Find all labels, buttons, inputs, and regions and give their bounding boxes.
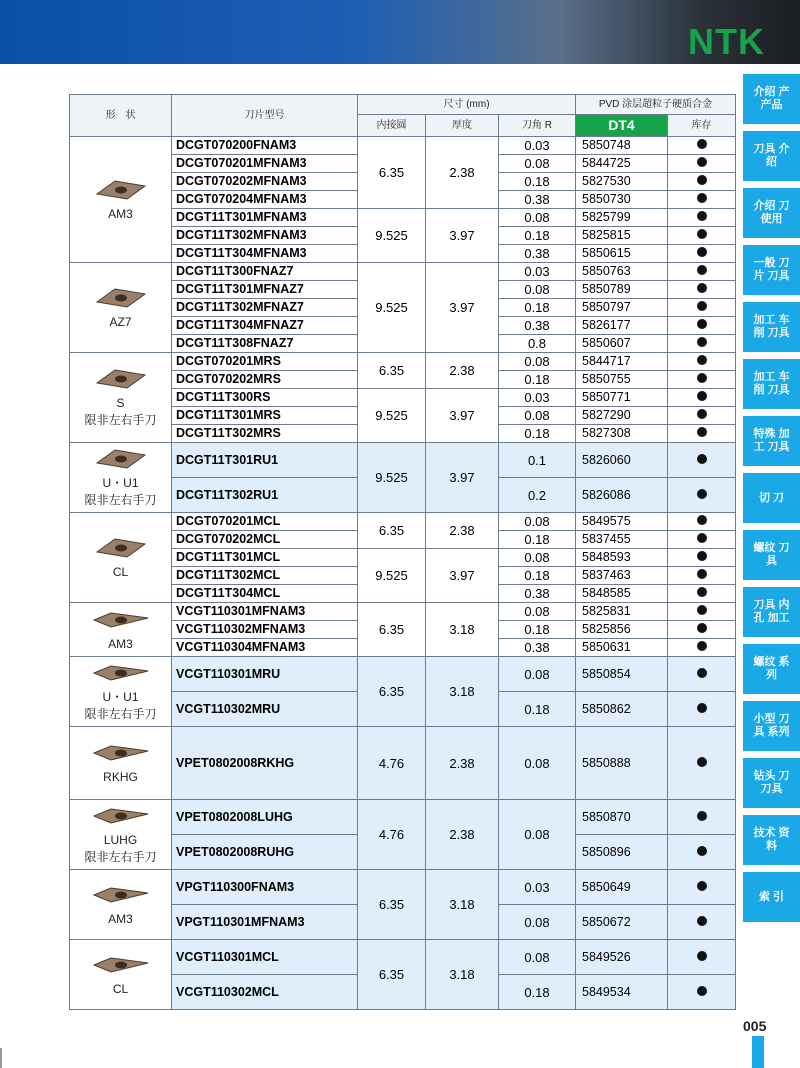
corner-r-cell: 0.18 (499, 299, 576, 317)
stock-dot-icon (697, 515, 707, 525)
thickness-cell: 3.97 (426, 443, 499, 513)
table-row (70, 657, 736, 692)
table-row (70, 263, 736, 281)
model-cell: DCGT11T301RU1 (172, 443, 358, 478)
model-cell: VCGT110301MRU (172, 657, 358, 692)
stock-cell (668, 317, 736, 335)
sidebar-item[interactable]: 切 刀 (743, 473, 800, 523)
order-code-cell: 5849575 (576, 513, 668, 531)
stock-dot-icon (697, 668, 707, 678)
corner-r-cell: 0.18 (499, 371, 576, 389)
insert-image (91, 882, 151, 908)
sidebar-item[interactable]: 技术 资料 (743, 815, 800, 865)
inscribed-cell: 6.35 (358, 137, 426, 209)
shape-cell (70, 603, 172, 657)
corner-r-cell: 0.08 (499, 353, 576, 371)
stock-dot-icon (697, 986, 707, 996)
stock-dot-icon (697, 454, 707, 464)
order-code-cell: 5826177 (576, 317, 668, 335)
thickness-cell: 3.18 (426, 657, 499, 727)
order-code-cell: 5850763 (576, 263, 668, 281)
stock-dot-icon (697, 301, 707, 311)
header-size: 尺寸 (mm) (358, 95, 576, 115)
order-code-cell: 5850607 (576, 335, 668, 353)
inscribed-cell: 9.525 (358, 389, 426, 443)
corner-r-cell: 0.08 (499, 155, 576, 173)
corner-r-cell: 0.38 (499, 585, 576, 603)
shape-caption: U・U1 (102, 476, 139, 490)
stock-dot-icon (697, 569, 707, 579)
stock-cell (668, 191, 736, 209)
inscribed-cell: 9.525 (358, 549, 426, 603)
order-code-cell: 5850870 (576, 800, 668, 835)
stock-dot-icon (697, 551, 707, 561)
sidebar-item[interactable]: 特殊 加工 刀具 (743, 416, 800, 466)
shape-caption: AZ7 (109, 314, 132, 329)
thickness-cell: 3.97 (426, 549, 499, 603)
model-cell: DCGT070200FNAM3 (172, 137, 358, 155)
stock-cell (668, 281, 736, 299)
model-cell: DCGT070201MFNAM3 (172, 155, 358, 173)
header-thickness: 厚度 (426, 115, 499, 137)
table-row (70, 800, 736, 835)
order-code-cell: 5848585 (576, 585, 668, 603)
corner-r-cell: 0.08 (499, 549, 576, 567)
corner-r-cell: 0.18 (499, 173, 576, 191)
stock-cell (668, 621, 736, 639)
thickness-cell: 3.97 (426, 263, 499, 353)
table-row (70, 727, 736, 800)
model-cell: VCGT110302MRU (172, 692, 358, 727)
stock-dot-icon (697, 916, 707, 926)
model-cell: DCGT11T300FNAZ7 (172, 263, 358, 281)
insert-image (91, 740, 151, 766)
inscribed-cell: 6.35 (358, 353, 426, 389)
corner-r-cell: 0.08 (499, 209, 576, 227)
stock-cell (668, 975, 736, 1010)
model-cell: VCGT110301MFNAM3 (172, 603, 358, 621)
table-row (70, 940, 736, 975)
order-code-cell: 5850649 (576, 870, 668, 905)
model-cell: DCGT11T301MFNAM3 (172, 209, 358, 227)
model-cell: VCGT110302MFNAM3 (172, 621, 358, 639)
inscribed-cell: 6.35 (358, 657, 426, 727)
model-cell: DCGT070202MCL (172, 531, 358, 549)
table-row (70, 603, 736, 621)
stock-cell (668, 173, 736, 191)
shape-caption: S (116, 396, 125, 410)
model-cell: DCGT11T308FNAZ7 (172, 335, 358, 353)
model-cell: DCGT11T302RU1 (172, 478, 358, 513)
stock-cell (668, 800, 736, 835)
stock-cell (668, 692, 736, 727)
shape-cell (70, 513, 172, 603)
stock-dot-icon (697, 265, 707, 275)
sidebar-item[interactable]: 加工 车削 刀具 (743, 359, 800, 409)
order-code-cell: 5850771 (576, 389, 668, 407)
corner-r-cell: 0.8 (499, 335, 576, 353)
shape-caption: 限非左右手刀 (84, 413, 157, 427)
stock-cell (668, 335, 736, 353)
corner-r-cell: 0.08 (499, 657, 576, 692)
shape-caption: AM3 (108, 911, 133, 926)
stock-dot-icon (697, 373, 707, 383)
stock-dot-icon (697, 193, 707, 203)
stock-cell (668, 155, 736, 173)
model-cell: DCGT11T301MRS (172, 407, 358, 425)
stock-dot-icon (697, 319, 707, 329)
order-code-cell: 5825815 (576, 227, 668, 245)
corner-r-cell: 0.08 (499, 281, 576, 299)
shape-caption: LUHG (103, 833, 138, 847)
thickness-cell: 2.38 (426, 513, 499, 549)
order-code-cell: 5827290 (576, 407, 668, 425)
corner-r-cell: 0.03 (499, 870, 576, 905)
insert-image (91, 366, 151, 392)
corner-r-cell: 0.38 (499, 639, 576, 657)
stock-dot-icon (697, 587, 707, 597)
shape-cell (70, 800, 172, 870)
stock-cell (668, 513, 736, 531)
inscribed-cell: 4.76 (358, 727, 426, 800)
model-cell: DCGT11T304MFNAZ7 (172, 317, 358, 335)
sidebar-item[interactable]: 小型 刀具 系列 (743, 701, 800, 751)
header-inscribed: 内接圆 (358, 115, 426, 137)
sidebar-item[interactable]: 加工 车削 刀具 (743, 302, 800, 352)
stock-cell (668, 603, 736, 621)
insert-image (91, 446, 151, 472)
sidebar-item[interactable]: 介绍 刀 使用 (743, 188, 800, 238)
shape-cell (70, 443, 172, 513)
corner-r-cell: 0.38 (499, 191, 576, 209)
thickness-cell: 3.18 (426, 870, 499, 940)
model-cell: DCGT11T301MFNAZ7 (172, 281, 358, 299)
stock-cell (668, 531, 736, 549)
corner-r-cell: 0.08 (499, 940, 576, 975)
stock-cell (668, 227, 736, 245)
stock-dot-icon (697, 139, 707, 149)
model-cell: DCGT11T302MCL (172, 567, 358, 585)
model-cell: VPGT110301MFNAM3 (172, 905, 358, 940)
corner-r-cell: 0.03 (499, 137, 576, 155)
inscribed-cell: 9.525 (358, 209, 426, 263)
model-cell: VPET0802008RKHG (172, 727, 358, 800)
stock-cell (668, 209, 736, 227)
stock-cell (668, 567, 736, 585)
model-cell: DCGT11T302MFNAZ7 (172, 299, 358, 317)
shape-cell (70, 657, 172, 727)
corner-r-cell: 0.1 (499, 443, 576, 478)
shape-cell (70, 137, 172, 263)
stock-dot-icon (697, 229, 707, 239)
order-code-cell: 5844717 (576, 353, 668, 371)
corner-r-cell: 0.2 (499, 478, 576, 513)
stock-cell (668, 549, 736, 567)
model-cell: VPET0802008RUHG (172, 835, 358, 870)
corner-r-cell: 0.08 (499, 407, 576, 425)
page-tab (752, 1036, 764, 1068)
sidebar-item[interactable]: 螺纹 刀具 (743, 530, 800, 580)
corner-r-cell: 0.03 (499, 263, 576, 281)
corner-r-cell: 0.18 (499, 425, 576, 443)
shape-caption: RKHG (103, 770, 138, 784)
stock-dot-icon (697, 247, 707, 257)
shape-caption: AM3 (108, 636, 133, 651)
table-row (70, 513, 736, 531)
order-code-cell: 5850755 (576, 371, 668, 389)
model-cell: DCGT11T304MFNAM3 (172, 245, 358, 263)
inscribed-cell: 9.525 (358, 443, 426, 513)
order-code-cell: 5826060 (576, 443, 668, 478)
thickness-cell: 2.38 (426, 727, 499, 800)
stock-cell (668, 389, 736, 407)
stock-cell (668, 585, 736, 603)
table-row (70, 137, 736, 155)
table-row (70, 443, 736, 478)
order-code-cell: 5848593 (576, 549, 668, 567)
stock-dot-icon (697, 623, 707, 633)
stock-dot-icon (697, 391, 707, 401)
shape-caption: AM3 (108, 206, 133, 221)
model-cell: DCGT070202MFNAM3 (172, 173, 358, 191)
sidebar-item[interactable]: 一般 刀片 刀具 (743, 245, 800, 295)
insert-image (91, 952, 151, 978)
header-grade: DT4 (576, 115, 668, 137)
page-header-banner (0, 0, 800, 64)
model-cell: VCGT110301MCL (172, 940, 358, 975)
shape-cell (70, 727, 172, 800)
corner-r-cell: 0.08 (499, 800, 576, 870)
order-code-cell: 5825856 (576, 621, 668, 639)
sidebar-item[interactable]: 螺纹 系列 (743, 644, 800, 694)
order-code-cell: 5850862 (576, 692, 668, 727)
stock-dot-icon (697, 175, 707, 185)
corner-r-cell: 0.08 (499, 905, 576, 940)
stock-dot-icon (697, 157, 707, 167)
inscribed-cell: 4.76 (358, 800, 426, 870)
corner-r-cell: 0.08 (499, 727, 576, 800)
corner-r-cell: 0.38 (499, 245, 576, 263)
stock-cell (668, 137, 736, 155)
insert-image (91, 803, 151, 829)
shape-cell (70, 940, 172, 1010)
model-cell: DCGT11T300RS (172, 389, 358, 407)
thickness-cell: 2.38 (426, 800, 499, 870)
order-code-cell: 5849526 (576, 940, 668, 975)
stock-cell (668, 371, 736, 389)
order-code-cell: 5850631 (576, 639, 668, 657)
model-cell: DCGT11T301MCL (172, 549, 358, 567)
stock-dot-icon (697, 641, 707, 651)
sidebar-item[interactable]: 介绍 产 产品 (743, 74, 800, 124)
model-cell: DCGT11T302MFNAM3 (172, 227, 358, 245)
model-cell: DCGT070201MRS (172, 353, 358, 371)
brand-logo: NTK (688, 21, 765, 62)
thickness-cell: 3.97 (426, 389, 499, 443)
order-code-cell: 5850888 (576, 727, 668, 800)
shape-cell (70, 870, 172, 940)
sidebar-index (743, 74, 800, 929)
model-cell: DCGT11T304MCL (172, 585, 358, 603)
stock-cell (668, 940, 736, 975)
stock-cell (668, 263, 736, 281)
stock-dot-icon (697, 489, 707, 499)
stock-cell (668, 657, 736, 692)
stock-cell (668, 425, 736, 443)
shape-cell (70, 353, 172, 443)
shape-caption: CL (112, 564, 129, 579)
order-code-cell: 5850730 (576, 191, 668, 209)
thickness-cell: 2.38 (426, 137, 499, 209)
stock-dot-icon (697, 427, 707, 437)
thickness-cell: 3.18 (426, 603, 499, 657)
model-cell: DCGT070201MCL (172, 513, 358, 531)
insert-image (91, 177, 151, 203)
model-cell: VCGT110302MCL (172, 975, 358, 1010)
inscribed-cell: 6.35 (358, 870, 426, 940)
corner-r-cell: 0.38 (499, 317, 576, 335)
shape-caption: CL (112, 981, 129, 996)
order-code-cell: 5850615 (576, 245, 668, 263)
table-row (70, 353, 736, 371)
corner-r-cell: 0.18 (499, 621, 576, 639)
header-model: 刀片型号 (172, 95, 358, 137)
corner-r-cell: 0.18 (499, 567, 576, 585)
insert-image (91, 535, 151, 561)
thickness-cell: 3.18 (426, 940, 499, 1010)
stock-cell (668, 905, 736, 940)
shape-caption: U・U1 (102, 690, 139, 704)
corner-r-cell: 0.08 (499, 603, 576, 621)
stock-cell (668, 245, 736, 263)
model-cell: DCGT11T302MRS (172, 425, 358, 443)
left-edge-mark (0, 1048, 2, 1068)
stock-dot-icon (697, 951, 707, 961)
order-code-cell: 5850748 (576, 137, 668, 155)
header-shape: 形 状 (70, 95, 172, 137)
stock-dot-icon (697, 337, 707, 347)
shape-cell (70, 263, 172, 353)
thickness-cell: 2.38 (426, 353, 499, 389)
stock-cell (668, 639, 736, 657)
order-code-cell: 5850797 (576, 299, 668, 317)
shape-caption: 限非左右手刀 (84, 850, 157, 864)
model-cell: VCGT110304MFNAM3 (172, 639, 358, 657)
inscribed-cell: 9.525 (358, 263, 426, 353)
stock-dot-icon (697, 846, 707, 856)
corner-r-cell: 0.18 (499, 531, 576, 549)
stock-dot-icon (697, 757, 707, 767)
shape-caption: 限非左右手刀 (84, 493, 157, 507)
sidebar-item[interactable]: 索 引 (743, 872, 800, 922)
model-cell: DCGT070204MFNAM3 (172, 191, 358, 209)
inscribed-cell: 6.35 (358, 940, 426, 1010)
stock-dot-icon (697, 355, 707, 365)
stock-dot-icon (697, 811, 707, 821)
stock-dot-icon (697, 703, 707, 713)
stock-cell (668, 407, 736, 425)
table-row (70, 870, 736, 905)
header-corner-r: 刀角 R (499, 115, 576, 137)
model-cell: VPGT110300FNAM3 (172, 870, 358, 905)
stock-dot-icon (697, 211, 707, 221)
insert-image (91, 660, 151, 686)
order-code-cell: 5850672 (576, 905, 668, 940)
stock-dot-icon (697, 533, 707, 543)
insert-image (91, 285, 151, 311)
order-code-cell: 5850854 (576, 657, 668, 692)
corner-r-cell: 0.18 (499, 227, 576, 245)
thickness-cell: 3.97 (426, 209, 499, 263)
order-code-cell: 5837455 (576, 531, 668, 549)
header-stock: 库存 (668, 115, 736, 137)
stock-cell (668, 299, 736, 317)
sidebar-item[interactable]: 刀具 介绍 (743, 131, 800, 181)
stock-cell (668, 727, 736, 800)
stock-dot-icon (697, 605, 707, 615)
insert-table (69, 94, 736, 1010)
sidebar-item[interactable]: 刀具 内孔 加工 (743, 587, 800, 637)
corner-r-cell: 0.08 (499, 513, 576, 531)
corner-r-cell: 0.03 (499, 389, 576, 407)
order-code-cell: 5825799 (576, 209, 668, 227)
stock-dot-icon (697, 881, 707, 891)
order-code-cell: 5827530 (576, 173, 668, 191)
order-code-cell: 5849534 (576, 975, 668, 1010)
stock-cell (668, 870, 736, 905)
stock-dot-icon (697, 283, 707, 293)
order-code-cell: 5844725 (576, 155, 668, 173)
order-code-cell: 5850896 (576, 835, 668, 870)
order-code-cell: 5827308 (576, 425, 668, 443)
inscribed-cell: 6.35 (358, 603, 426, 657)
stock-dot-icon (697, 409, 707, 419)
header-grade-group: PVD 涂层超粒子硬质合金 (576, 95, 736, 115)
stock-cell (668, 353, 736, 371)
model-cell: VPET0802008LUHG (172, 800, 358, 835)
corner-r-cell: 0.18 (499, 692, 576, 727)
stock-cell (668, 835, 736, 870)
order-code-cell: 5826086 (576, 478, 668, 513)
inscribed-cell: 6.35 (358, 513, 426, 549)
corner-r-cell: 0.18 (499, 975, 576, 1010)
order-code-cell: 5837463 (576, 567, 668, 585)
order-code-cell: 5850789 (576, 281, 668, 299)
stock-cell (668, 478, 736, 513)
model-cell: DCGT070202MRS (172, 371, 358, 389)
shape-caption: 限非左右手刀 (84, 707, 157, 721)
sidebar-item[interactable]: 钻头 刀 刀具 (743, 758, 800, 808)
stock-cell (668, 443, 736, 478)
page-number: 005 (743, 1018, 767, 1034)
order-code-cell: 5825831 (576, 603, 668, 621)
insert-image (91, 607, 151, 633)
